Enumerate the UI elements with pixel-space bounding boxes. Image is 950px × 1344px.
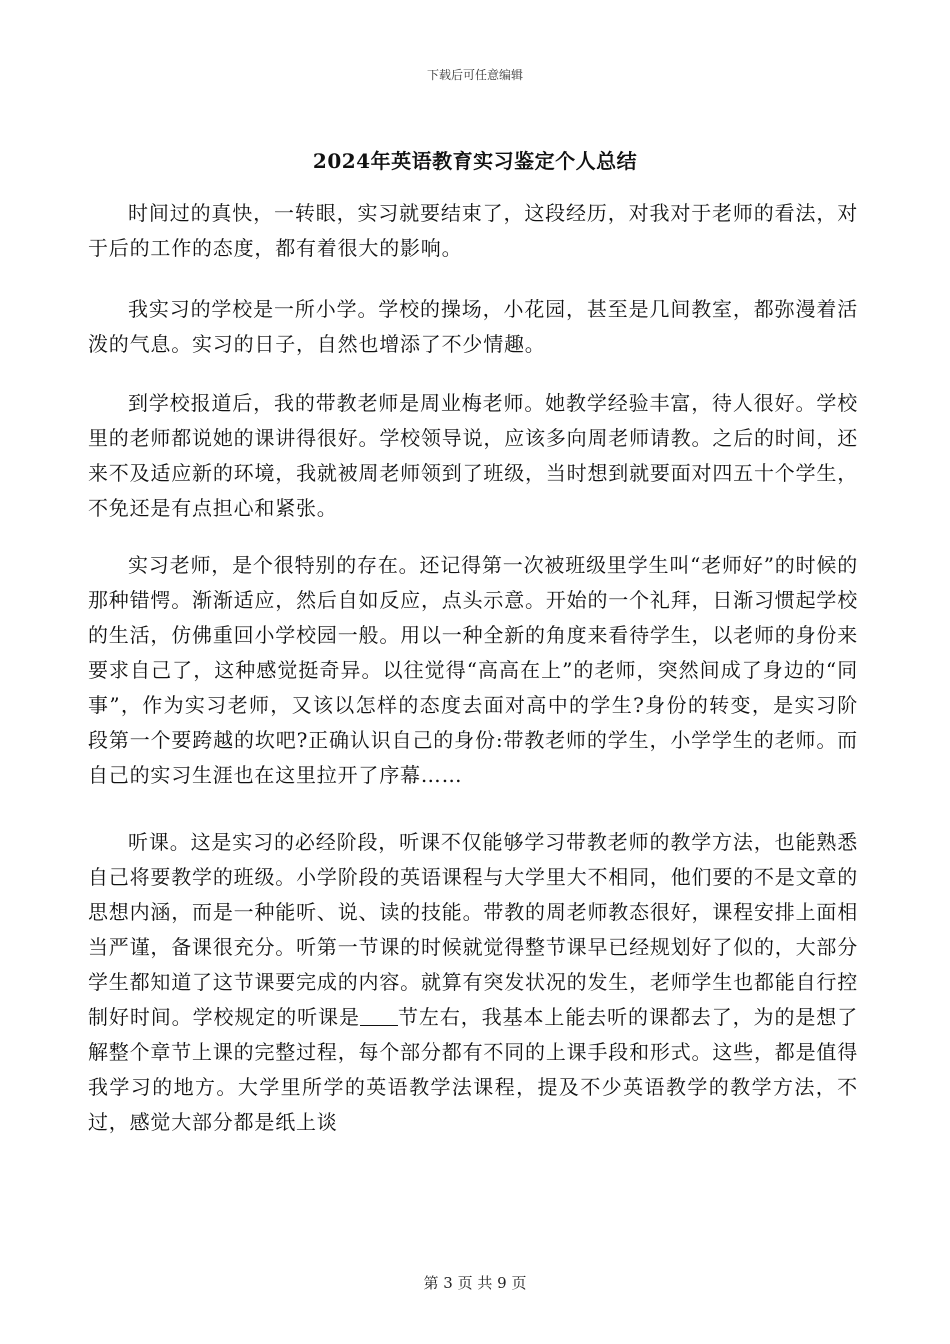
paragraph: 到学校报道后，我的带教老师是周业梅老师。她教学经验丰富，待人很好。学校里的老师都说她的课讲得很好。学校领导说，应该多向周老师请教。之后的时间，还来不及适应新的环境，我就被周老师领到了班级，当时想到就要面对四五十个学生，不免还是有点担心和紧张。 bbox=[88, 391, 858, 520]
page-header: 下载后可任意编辑 bbox=[426, 68, 523, 82]
fill-blank bbox=[360, 1007, 398, 1026]
paragraph: 时间过的真快，一转眼，实习就要结束了，这段经历，对我对于老师的看法，对于后的工作的态度，都有着很大的影响。 bbox=[88, 201, 858, 260]
paragraph: 实习老师，是个很特别的存在。还记得第一次被班级里学生叫“老师好”的时候的那种错愕。渐渐适应，然后自如反应，点头示意。开始的一个礼拜，日渐习惯起学校的生活，仿佛重回小学校园一般。用以一种全新的角度来看待学生，以老师的身份来要求自己了，这种感觉挺奇异。以往觉得“高高在上”的老师，突然间成了身边的“同事”，作为实习老师，又该以怎样的态度去面对高中的学生?身份的转变，是实习阶段第一个要跨越的坎吧?正确认识自己的身份:带教老师的学生，小学学生的老师。而自己的实习生涯也在这里拉开了序幕…… bbox=[88, 553, 858, 787]
page-footer: 第 3 页 共 9 页 bbox=[423, 1274, 527, 1292]
paragraph-text: 听课。这是实习的必经阶段，听课不仅能够学习带教老师的教学方法，也能熟悉自己将要教学的班级。小学阶段的英语课程与大学里大不相同，他们要的不是文章的思想内涵，而是一种能听、说、读的技能。带教的周老师教态很好，课程安排上面相当严谨，备课很充分。听第一节课的时候就觉得整节课早已经规划好了似的，大部分学生都知道了这节课要完成的内容。就算有突发状况的发生，老师学生也都能自行控制好时间。学校规定的听课是 bbox=[88, 830, 858, 1029]
paragraph bbox=[88, 825, 858, 1140]
document-title: 2024年英语教育实习鉴定个人总结 bbox=[312, 149, 638, 173]
document-body bbox=[88, 196, 858, 1162]
paragraph: 我实习的学校是一所小学。学校的操场，小花园，甚至是几间教室，都弥漫着活泼的气息。实习的日子，自然也增添了不少情趣。 bbox=[88, 297, 858, 356]
paragraph-text: 节左右，我基本上能去听的课都去了，为的是想了解整个章节上课的完整过程，每个部分都有不同的上课手段和形式。这些，都是值得我学习的地方。大学里所学的英语教学法课程，提及不少英语教学的教学方法，不过，感觉大部分都是纸上谈 bbox=[88, 1005, 858, 1134]
